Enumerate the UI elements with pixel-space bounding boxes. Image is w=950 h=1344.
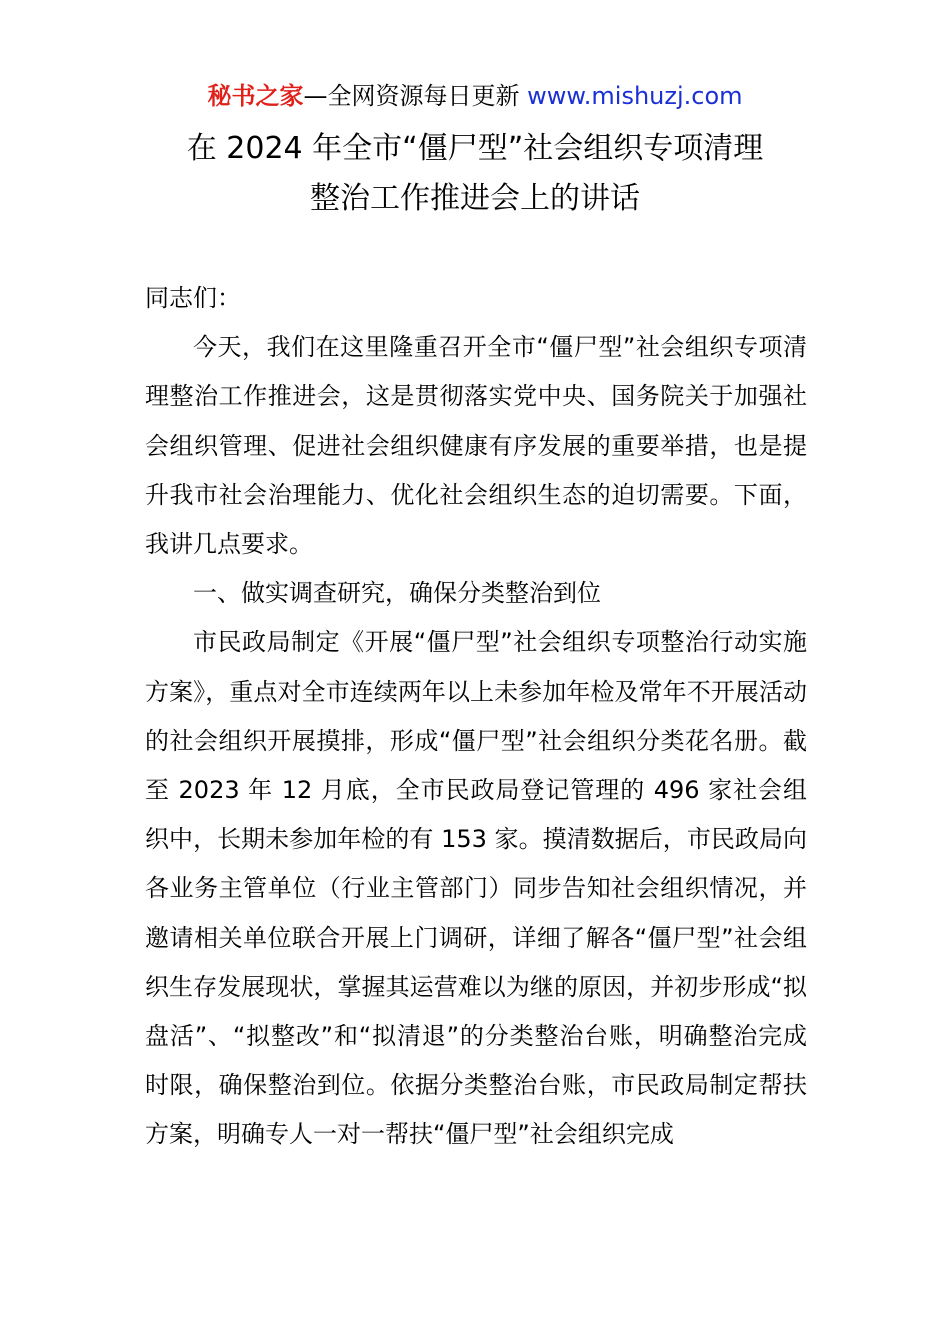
site-banner	[0, 80, 950, 112]
title-line-1: 在 2024 年全市“僵尸型”社会组织专项清理	[186, 131, 764, 166]
banner-tagline: —全网资源每日更新	[303, 82, 528, 110]
greeting: 同志们：	[145, 284, 241, 312]
paragraph-intro: 今天，我们在这里隆重召开全市“僵尸型”社会组织专项清理整治工作推进会，这是贯彻落实党中央、国务院关于加强社会组织管理、促进社会组织健康有序发展的重要举措，也是提升我市社会治理能力、优化社会组织生态的迫切需要。下面，我讲几点要求。	[145, 333, 807, 559]
document-body	[145, 274, 807, 1160]
banner-brand: 秘书之家	[207, 82, 304, 110]
section-heading-1: 一、做实调查研究，确保分类整治到位	[193, 579, 601, 608]
paragraph-investigation: 市民政局制定《开展“僵尸型”社会组织专项整治行动实施方案》，重点对全市连续两年以上未参加年检及常年不开展活动的社会组织开展摸排，形成“僵尸型”社会组织分类花名册。截至 2023 年 12 月底，全市民政局登记管理的 496 家社会组织中，长期未参加年检的有 153 家。摸清数据后，市民政局向各业务主管单位（行业主管部门）同步告知社会组织情况，并邀请相关单位联合开展上门调研，详细了解各“僵尸型”社会组织生存发展现状，掌握其运营难以为继的原因，并初步形成“拟盘活”、“拟整改”和“拟清退”的分类整治台账，明确整治完成时限，确保整治到位。依据分类整治台账，市民政局制定帮扶方案，明确专人一对一帮扶“僵尸型”社会组织完成	[145, 628, 807, 1149]
banner-url-link[interactable]: www.mishuzj.com	[527, 82, 743, 110]
title-line-2: 整治工作推进会上的讲话	[310, 181, 640, 216]
document-title	[0, 124, 950, 224]
